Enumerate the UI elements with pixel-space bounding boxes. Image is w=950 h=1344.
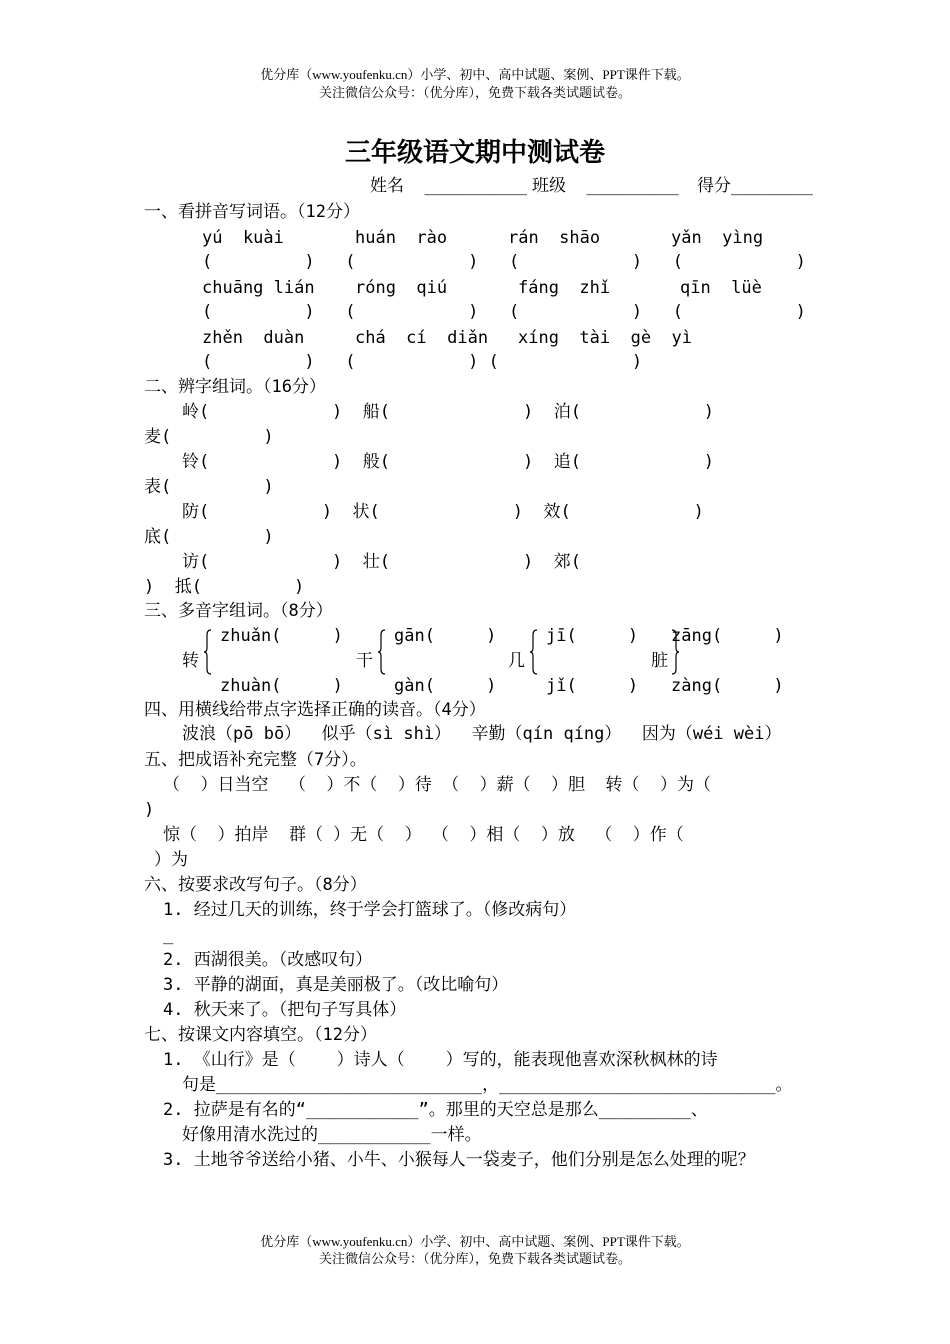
header-line-1: 优分库（www.youfenku.cn）小学、初中、高中试题、案例、PPT课件下载。 — [260, 67, 690, 82]
pinyin-item: xíng tài gè yì — [518, 328, 692, 348]
reading-choice-line: 波浪（pō bō） 似乎（sì shì） 辛勤（qín qíng） 因为（wéi wèi） — [182, 724, 782, 744]
polyphone-reading: gān( ) — [394, 626, 497, 646]
class-field: 班级 _________ — [532, 176, 679, 196]
polyphone-reading: zhuǎn( ) — [220, 626, 343, 646]
section-2-heading: 二、辨字组词。（16分） — [144, 377, 326, 397]
fill-item: 1. 《山行》是（ ）诗人（ ）写的，能表现他喜欢深秋枫林的诗 — [163, 1050, 718, 1070]
idiom-line: ）为 — [154, 850, 188, 870]
pinyin-item: huán rào — [355, 228, 448, 248]
page-title: 三年级语文期中测试卷 — [344, 138, 605, 167]
fill-item: 句是__________________________，___________________________。 — [182, 1075, 793, 1095]
score-field: 得分________ — [697, 176, 813, 196]
rewrite-item: 3. 平静的湖面，真是美丽极了。（改比喻句） — [163, 975, 509, 995]
char-group-line: 铃( ) 般( ) 追( ) — [182, 452, 715, 472]
header-line-2: 关注微信公众号：（优分库），免费下载各类试题试卷。 — [318, 85, 631, 100]
polyphone-char: 转 — [182, 651, 199, 671]
name-field: 姓名 __________ — [370, 176, 527, 196]
polyphone-reading: zàng( ) — [671, 676, 784, 696]
pinyin-item: zhěn duàn — [202, 328, 305, 348]
footer-line-2: 关注微信公众号：（优分库），免费下载各类试题试卷。 — [318, 1251, 631, 1266]
polyphone-reading: zhuàn( ) — [220, 676, 343, 696]
char-group-line: 岭( ) 船( ) 泊( ) — [182, 402, 715, 422]
fill-item: 好像用清水洗过的___________一样。 — [182, 1125, 482, 1145]
pinyin-item: chá cí diǎn — [355, 328, 489, 348]
polyphone-char: 脏 — [651, 651, 668, 671]
pinyin-item: yú kuài — [202, 228, 284, 248]
footer-line-1: 优分库（www.youfenku.cn）小学、初中、高中试题、案例、PPT课件下载。 — [260, 1234, 690, 1249]
char-group-line: 表( ) — [144, 477, 274, 497]
fill-item: 2. 拉萨是有名的“___________”。那里的天空总是那么_________、 — [163, 1100, 708, 1120]
idiom-line: （ ）日当空 （ ）不（ ）待 （ ）薪（ ）胆 转（ ）为（ — [163, 775, 711, 795]
section-6-heading: 六、按要求改写句子。（8分） — [144, 875, 367, 895]
answer-parens-row: ( ) ( ) ( ) ( ) — [202, 252, 806, 272]
pinyin-item: yǎn yìng — [671, 228, 764, 248]
char-group-line: 麦( ) — [144, 427, 274, 447]
brace-icon — [530, 629, 537, 675]
polyphone-reading: gàn( ) — [394, 676, 497, 696]
pinyin-item: róng qiú — [355, 278, 448, 298]
char-group-line: 底( ) — [144, 527, 274, 547]
answer-blank: _ — [163, 925, 174, 945]
brace-icon — [204, 629, 211, 675]
polyphone-reading: jǐ( ) — [546, 676, 639, 696]
section-5-heading: 五、把成语补充完整（7分）。 — [144, 750, 367, 770]
section-4-heading: 四、用横线给带点字选择正确的读音。（4分） — [144, 700, 486, 720]
section-1-heading: 一、看拼音写词语。（12分） — [144, 202, 360, 222]
pinyin-item: chuāng lián — [202, 278, 315, 298]
polyphone-char: 干 — [356, 651, 373, 671]
polyphone-reading: jī( ) — [546, 626, 639, 646]
pinyin-item: fáng zhǐ — [518, 278, 611, 298]
idiom-line: ) — [144, 800, 155, 820]
section-3-heading: 三、多音字组词。（8分） — [144, 601, 333, 621]
pinyin-item: rán shāo — [508, 228, 601, 248]
answer-parens-row: ( ) ( ) ( ) ( ) — [202, 302, 806, 322]
polyphone-char: 几 — [508, 651, 525, 671]
char-group-line: 防( ) 状( ) 效( ) — [182, 502, 704, 522]
rewrite-item: 2. 西湖很美。（改感叹句） — [163, 950, 373, 970]
rewrite-item: 1. 经过几天的训练，终于学会打篮球了。（修改病句） — [163, 900, 577, 920]
polyphone-reading: zāng( ) — [671, 626, 784, 646]
char-group-line: ) 抵( ) — [144, 577, 305, 597]
pinyin-item: qīn lüè — [680, 278, 762, 298]
char-group-line: 访( ) 壮( ) 郊( — [182, 552, 581, 572]
brace-icon — [378, 629, 385, 675]
answer-parens-row: ( ) ( ) ( ) — [202, 352, 643, 372]
fill-item: 3. 土地爷爷送给小猪、小牛、小猴每人一袋麦子，他们分别是怎么处理的呢？ — [163, 1150, 755, 1170]
section-7-heading: 七、按课文内容填空。（12分） — [144, 1025, 377, 1045]
idiom-line: 惊（ ）拍岸 群（ ）无（ ） （ ）相（ ）放 （ ）作（ — [163, 825, 684, 845]
rewrite-item: 4. 秋天来了。（把句子写具体） — [163, 1000, 407, 1020]
